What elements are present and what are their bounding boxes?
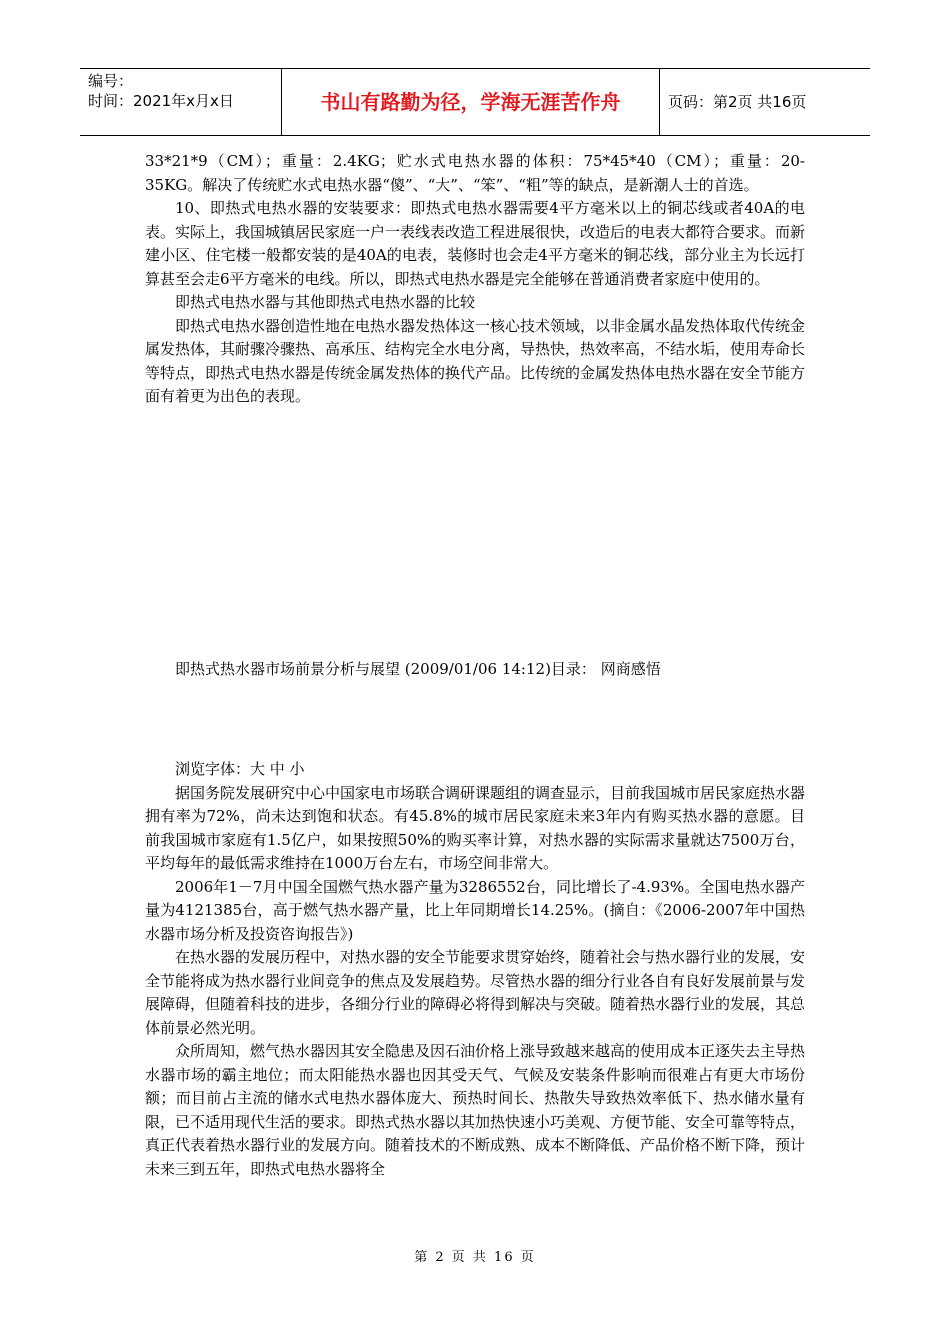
header-motto: 书山有路勤为径，学海无涯苦作舟 [282,69,660,135]
article-title: 即热式热水器市场前景分析与展望 (2009/01/06 14:12)目录： 网商感悟 [175,660,661,678]
article-title-block [145,658,805,682]
paragraph: 众所周知，燃气热水器因其安全隐患及因石油价格上涨导致越来越高的使用成本正逐失去主导热水器市场的霸主地位；而太阳能热水器也因其受天气、气候及安装条件影响而很难占有更大市场份额；而目前占主流的储水式电热水器体庞大、预热时间长、热散失导致热效率低下、热水储水量有限，已不适用现代生活的要求。即热式热水器以其加热快速小巧美观、方便节能、安全可靠等特点，真正代表着热水器行业的发展方向。随着技术的不断成熟、成本不断降低、产品价格不断下降，预计未来三到五年，即热式电热水器将全 [145,1042,806,1178]
document-time-label: 时间：2021年x月x日 [88,92,234,110]
header-meta [80,69,282,135]
document-number-label: 编号： [88,72,134,90]
header-page-info: 页码：第2页 共16页 [668,93,807,111]
page-footer: 第 2 页 共 16 页 [414,1250,536,1265]
paragraph: 在热水器的发展历程中，对热水器的安全节能要求贯穿始终，随着社会与热水器行业的发展，安全节能将成为热水器行业间竞争的焦点及发展趋势。尽管热水器的细分行业各自有良好发展前景与发展障碍，但随着科技的进步，各细分行业的障碍必将得到解决与突破。随着热水器行业的发展，其总体前景必然光明。 [145,948,806,1037]
paragraph: 据国务院发展研究中心中国家电市场联合调研课题组的调查显示，目前我国城市居民家庭热水器拥有率为72%，尚未达到饱和状态。有45.8%的城市居民家庭未来3年内有购买热水器的意愿。目前我国城市家庭有1.5亿户，如果按照50%的购买率计算，对热水器的实际需求量就达7500万台，平均每年的最低需求维持在1000万台左右，市场空间非常大。 [145,783,806,872]
section-market [145,758,805,1181]
paragraph: 33*21*9（CM）；重量：2.4KG；贮水式电热水器的体积：75*45*40（CM）；重量：20-35KG。解决了传统贮水式电热水器“傻”、“大”、“笨”、“粗”等的缺点，是新潮人士的首选。 [145,152,805,194]
paragraph: 2006年1－7月中国全国燃气热水器产量为3286552台，同比增长了-4.93%。全国电热水器产量为4121385台，高于燃气热水器产量，比上年同期增长14.25%。(摘自：《2006-2007年中国热水器市场分析及投资咨询报告》) [145,877,805,943]
subheading: 即热式电热水器与其他即热式电热水器的比较 [175,293,476,311]
document-header [80,68,870,136]
paragraph: 10、即热式电热水器的安装要求：即热式电热水器需要4平方毫米以上的铜芯线或者40A的电表。实际上，我国城镇居民家庭一户一表线表改造工程进展很快，改造后的电表大都符合要求。而新建小区、住宅楼一般都安装的是40A的电表，装修时也会走4平方毫米的铜芯线，部分业主为长远打算甚至会走6平方毫米的电线。所以，即热式电热水器是完全能够在普通消费者家庭中使用的。 [145,199,806,288]
section-installation [145,150,805,409]
font-size-selector: 浏览字体：大 中 小 [175,760,305,778]
paragraph: 即热式电热水器创造性地在电热水器发热体这一核心技术领域，以非金属水晶发热体取代传统金属发热体，其耐骤冷骤热、高承压、结构完全水电分离，导热快，热效率高，不结水垢，使用寿命长等特点，即热式电热水器是传统金属发热体的换代产品。比传统的金属发热体电热水器在安全节能方面有着更为出色的表现。 [145,316,806,405]
